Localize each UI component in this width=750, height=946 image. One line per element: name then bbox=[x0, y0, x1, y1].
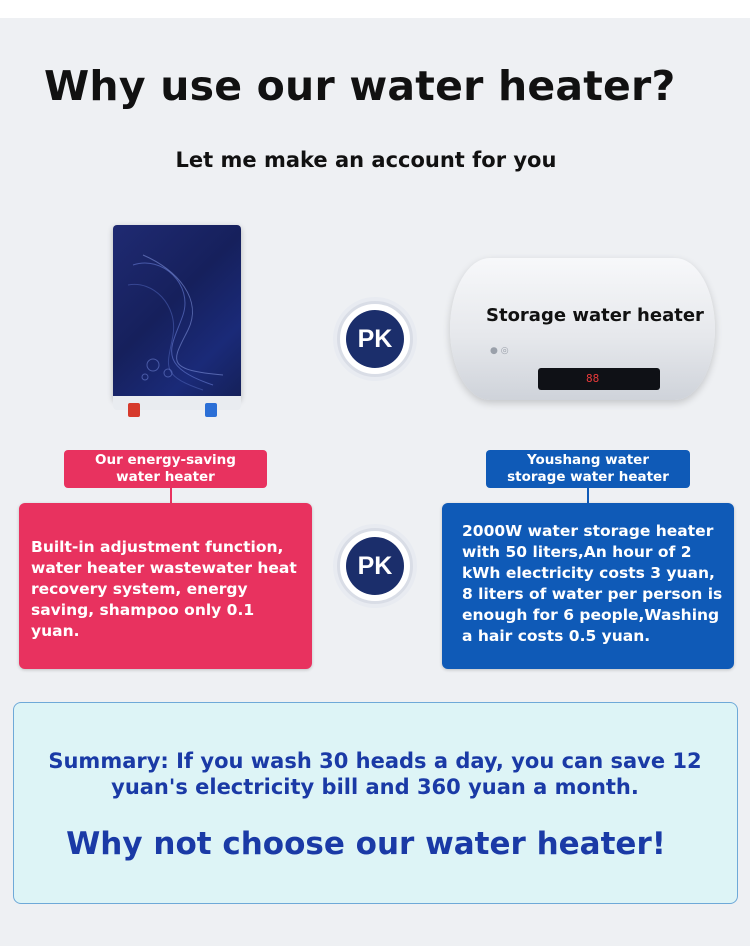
pk-badge-middle bbox=[337, 528, 413, 604]
pk-badge-top-label: PK bbox=[346, 310, 404, 368]
competitor-heater-description: 2000W water storage heater with 50 liters,An hour of 2 kWh electricity costs 3 yuan, 8 liters of water per person is enough for 6 people,Washing a hair costs 0.5 yuan. bbox=[462, 522, 723, 645]
storage-heater-logo: ● ◎ bbox=[490, 346, 509, 356]
pk-badge-middle-label: PK bbox=[346, 537, 404, 595]
competitor-heater-label-line2: storage water heater bbox=[507, 469, 669, 485]
competitor-heater-description-box bbox=[442, 503, 734, 669]
our-heater-label-line2: water heater bbox=[116, 469, 215, 485]
page-subtitle: Let me make an account for you bbox=[175, 148, 557, 172]
competitor-heater-label bbox=[486, 450, 690, 488]
summary-text: Summary: If you wash 30 heads a day, you can save 12 yuan's electricity bill and 360 yuan a month. bbox=[48, 749, 702, 799]
our-heater-label-line1: Our energy-saving bbox=[95, 452, 236, 468]
our-heater-label bbox=[64, 450, 267, 488]
blue-connector bbox=[587, 488, 589, 504]
our-heater-description-box bbox=[19, 503, 312, 669]
our-heater-description: Built-in adjustment function, water heater wastewater heat recovery system, energy saving, shampoo only 0.1 yuan. bbox=[31, 538, 297, 640]
summary-box bbox=[13, 702, 738, 904]
cold-water-pipe bbox=[205, 403, 217, 417]
competitor-heater-label-line1: Youshang water bbox=[526, 452, 649, 468]
hot-water-pipe bbox=[128, 403, 140, 417]
pk-badge-top bbox=[337, 301, 413, 377]
storage-display-digits: 88 bbox=[586, 372, 600, 385]
instant-water-heater-image bbox=[113, 225, 241, 400]
page-title: Why use our water heater? bbox=[44, 62, 676, 110]
decorative-swirl bbox=[123, 245, 233, 395]
storage-heater-label: Storage water heater bbox=[486, 305, 704, 326]
storage-heater-display bbox=[538, 368, 660, 390]
pink-connector bbox=[170, 488, 172, 504]
summary-call-to-action: Why not choose our water heater! bbox=[66, 826, 666, 862]
